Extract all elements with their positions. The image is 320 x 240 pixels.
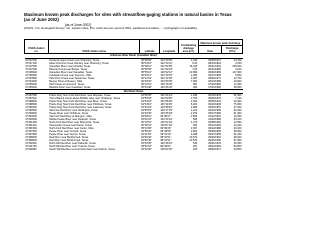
station-name-cell: Punta De Agua Creek near Channing, Texas <box>49 58 100 62</box>
station-number-cell: 07311600 <box>25 142 37 146</box>
peak-date-cell: 05/26/1951 <box>208 106 221 110</box>
peak-date-cell: 09/16/1936 <box>208 139 221 143</box>
longitude-cell: 101°12'48" <box>160 76 173 80</box>
longitude-cell: 100°22'12" <box>160 70 173 74</box>
station-number-cell: 07227600 <box>25 67 37 71</box>
peak-date-cell: 07/04/1960 <box>208 85 221 89</box>
station-name-cell: North Fork Red River near Shamrock, Texas <box>49 121 100 125</box>
station-name-cell: Sweetwater Creek near Kelton, Texas <box>49 124 92 128</box>
peak-date-cell: 06/28/1972 <box>208 58 221 62</box>
longitude-cell: 102°29'36" <box>160 58 173 62</box>
station-number-cell: 07308500 <box>25 139 37 143</box>
peak-discharge-cell: 4,610 <box>235 67 242 71</box>
latitude-cell: 35°44'48" <box>140 85 152 89</box>
latitude-cell: 34°40'24" <box>140 106 152 110</box>
latitude-cell: 34°34'10" <box>140 103 152 107</box>
latitude-cell: 34°06'40" <box>140 139 152 143</box>
header-longitude: Longitude <box>159 40 178 54</box>
peak-discharge-cell: 117,000 <box>232 70 242 74</box>
station-name-cell: Coldwater Creek near Guymon, Okla. <box>49 73 92 77</box>
latitude-cell: 34°02'24" <box>140 118 152 122</box>
longitude-cell: 101°20'23" <box>160 67 173 71</box>
station-number-cell: 07307500 <box>25 130 37 134</box>
latitude-cell: 33°59'20" <box>140 130 152 134</box>
longitude-cell: 100°25'18" <box>160 112 173 116</box>
longitude-cell: 102°09'56" <box>160 97 173 101</box>
latitude-cell: 35°28'24" <box>140 124 152 128</box>
peak-date-cell: 06/08/1960 <box>208 121 221 125</box>
longitude-cell: 99°43'56" <box>160 130 172 134</box>
station-name-cell: Prairie Dog Town Fork Red River near Brice, Texas <box>49 100 107 104</box>
header-max-peak: Maximum known peak discharge <box>198 40 242 46</box>
peak-discharge-cell: 22,000 <box>233 100 242 104</box>
station-name-cell: Palo Duro Creek near Spearman, Texas <box>49 76 95 80</box>
station-number-cell: 07301300 <box>25 121 37 125</box>
station-number-cell: 07299500 <box>25 109 37 113</box>
station-number-cell: 07299200 <box>25 106 37 110</box>
station-name-cell: Salt Fork Red River near Wellington, Texas <box>49 109 98 113</box>
peak-date-cell: 08/13/1964 <box>208 61 221 65</box>
station-name-cell: Canadian River near Canadian, Texas <box>49 70 93 74</box>
latitude-cell: 34°50'03" <box>140 97 152 101</box>
longitude-cell: 101°52'45" <box>160 64 173 68</box>
header-contributing-area: Contributing drainage area (mi²) <box>179 40 198 54</box>
drainage-area-cell: 225 <box>192 148 198 152</box>
peak-date-cell: 04/12/1997 <box>208 115 221 119</box>
station-name-cell: Pease River near Crowell, Texas <box>49 130 87 134</box>
peak-discharge-cell: 34,100 <box>233 127 242 131</box>
drainage-area-cell: 1,222 <box>190 109 198 113</box>
basin-name: Red River Basin <box>25 89 243 94</box>
peak-discharge-cell: 38,200 <box>233 136 242 140</box>
drainage-area-cell: 2,820 <box>190 130 198 134</box>
table-body <box>25 54 243 152</box>
longitude-cell: 100°18'01" <box>160 142 173 146</box>
drainage-area-cell: 22,866 <box>189 70 198 74</box>
peak-date-cell: 09/16/1936 <box>208 103 221 107</box>
station-number-cell: 07298500 <box>25 103 37 107</box>
station-number-cell: 07297500 <box>25 94 37 98</box>
header-date: Date <box>198 46 222 54</box>
peak-discharge-table <box>24 39 243 151</box>
longitude-cell: 99°16'20" <box>160 133 172 137</box>
station-name-cell: Washita River near Canadian, Texas <box>49 85 91 89</box>
longitude-cell: 100°14'41" <box>160 121 173 125</box>
longitude-cell: 101°24'13" <box>160 94 173 98</box>
station-number-cell: 07227500 <box>25 64 37 68</box>
longitude-cell: 100°07'26" <box>160 124 173 128</box>
station-number-cell: 07301410 <box>25 124 37 128</box>
station-name-cell: Pease River near Vernon, Texas <box>49 133 86 137</box>
peak-date-cell: 06/01/1978 <box>208 142 221 146</box>
peak-date-cell: 10/03/1986 <box>208 118 221 122</box>
drainage-area-cell: 1,345 <box>190 94 198 98</box>
peak-date-cell: 06/03/1962 <box>208 136 221 140</box>
drainage-area-cell: 20,570 <box>189 136 198 140</box>
peak-discharge-cell: 60,400 <box>233 109 242 113</box>
peak-date-cell: 06/05/1941 <box>208 100 221 104</box>
peak-discharge-cell: 75,000 <box>233 103 242 107</box>
header-station-name: USGS station name <box>48 40 140 54</box>
station-number-cell: 07311800 <box>25 148 37 152</box>
station-name-cell: Mineral Creek near Borger, Texas <box>49 67 88 71</box>
peak-date-cell: 06/17/1965 <box>208 73 221 77</box>
station-name-cell: Salt Fork Red River at Mangum, Okla. <box>49 115 93 119</box>
document-subtitle: (as of June 2002) <box>24 17 59 22</box>
drainage-area-cell: 1,563 <box>190 115 198 119</box>
latitude-cell: 34°50'05" <box>140 94 152 98</box>
longitude-cell: 100°26'03" <box>160 85 173 89</box>
peak-discharge-cell: 27,600 <box>233 106 242 110</box>
station-number-cell: 07236000 <box>25 85 37 89</box>
peak-date-cell: 08/30/1971 <box>208 148 221 152</box>
peak-discharge-cell: 7,140 <box>235 97 242 101</box>
drainage-area-cell: 1,170 <box>190 121 198 125</box>
longitude-cell: 100°02'26" <box>160 148 173 152</box>
peak-date-cell: 05/12/1993 <box>208 124 221 128</box>
peak-date-cell: 06/24/1965 <box>208 67 221 71</box>
latitude-cell: 36°49'20" <box>140 79 152 83</box>
longitude-cell: 99°46'01" <box>160 145 172 149</box>
latitude-cell: 34°06'40" <box>140 136 152 140</box>
latitude-cell: 33°42'30" <box>140 148 152 152</box>
drainage-area-cell: 2,080 <box>190 106 198 110</box>
peak-discharge-cell: 14,100 <box>233 124 242 128</box>
longitude-cell: 101°29'23" <box>160 73 173 77</box>
drainage-area-cell: 2,400 <box>190 100 198 104</box>
station-name-cell: South Wichita River at Low Flow Dam near Guthrie, Texas <box>49 148 115 152</box>
station-number-cell: 07299540 <box>25 112 37 116</box>
peak-discharge-cell: 33,100 <box>233 118 242 122</box>
peak-discharge-cell: 195,000 <box>232 64 242 68</box>
latitude-cell: 35°28'12" <box>140 64 152 68</box>
peak-date-cell: 05/16/1978 <box>208 94 221 98</box>
peak-date-cell: 05/22/1981 <box>208 145 221 149</box>
drainage-area-cell: 1,240 <box>190 58 198 62</box>
peak-discharge-cell: 51,500 <box>233 94 242 98</box>
drainage-area-cell: 6,200 <box>190 103 198 107</box>
peak-discharge-cell: 12,500 <box>233 121 242 125</box>
drainage-area-cell: 540 <box>192 142 198 146</box>
latitude-cell: 35°56'10" <box>140 70 152 74</box>
longitude-cell: 98°31'51" <box>160 139 172 143</box>
longitude-cell: 102°14'12" <box>160 61 173 65</box>
station-name-cell: Tierra Blanca Creek above Buffalo Lake near Umbarger, Texas <box>49 97 120 101</box>
document-date: [as of June 2002] <box>65 23 92 27</box>
longitude-cell: 101°05'46" <box>160 100 173 104</box>
peak-discharge-cell: 46,300 <box>233 142 242 146</box>
station-number-cell: 07301500 <box>25 127 37 131</box>
longitude-cell: 99°30'26" <box>160 127 172 131</box>
station-number-cell: 07227000 <box>25 58 37 62</box>
latitude-cell: 36°40'12" <box>140 73 152 77</box>
peak-discharge-cell: 61,300 <box>233 112 242 116</box>
header-discharge: Discharge (ft³/s) <box>222 46 243 54</box>
basin-name: Arkansas River Basin (Canadian River) <box>25 54 243 59</box>
peak-date-cell: 06/09/1965 <box>208 130 221 134</box>
longitude-cell: 100°16'30" <box>160 82 173 86</box>
peak-discharge-cell: 93,800 <box>233 145 242 149</box>
station-number-cell: 07227100 <box>25 61 37 65</box>
drainage-area-cell: 304 <box>192 124 198 128</box>
latitude-cell: 35°38'30" <box>140 67 152 71</box>
document-title: Maximum known peak discharges for sites with streamflow-gaging stations in natural basins in Texas <box>24 12 232 17</box>
latitude-cell: 34°34'23" <box>140 100 152 104</box>
station-number-cell: 07311700 <box>25 145 37 149</box>
station-name-cell: Beaver River at Beaver, Okla. <box>49 79 83 83</box>
station-name-cell: North Fork Red River near Carter, Okla. <box>49 127 95 131</box>
peak-discharge-cell: 12,700 <box>233 76 242 80</box>
station-number-cell: 07228000 <box>25 70 37 74</box>
latitude-cell: 33°52'05" <box>140 142 152 146</box>
latitude-cell: 34°11'00" <box>140 133 152 137</box>
peak-date-cell: 09/27/1955 <box>208 133 221 137</box>
drainage-area-cell: 697 <box>192 82 198 86</box>
drainage-area-cell: 2,337 <box>190 127 198 131</box>
drainage-area-cell: 404 <box>192 85 198 89</box>
station-name-cell: Prairie Dog Town Fork Red River near Childress, Texas <box>49 103 112 107</box>
station-number-cell: 07300000 <box>25 115 37 119</box>
drainage-area-cell: 845 <box>192 118 198 122</box>
station-name-cell: Middle Pease River near Paducah, Texas <box>49 118 96 122</box>
latitude-cell: 33°51'18" <box>140 145 152 149</box>
header-usgs-station: USGS station no. <box>25 40 49 54</box>
peak-date-cell: 06/06/1976 <box>208 97 221 101</box>
peak-discharge-cell: 5,900 <box>235 73 242 77</box>
station-number-cell: 07307800 <box>25 133 37 137</box>
latitude-cell: 34°19'45" <box>140 112 152 116</box>
station-name-cell: Red River near Burkburnett, Texas <box>49 136 89 140</box>
station-number-cell: 07297910 <box>25 97 37 101</box>
station-name-cell: Red River near Burkburnett, Texas <box>49 139 89 143</box>
station-name-cell: Prairie Dog Town Fork Red River near Lakeview, Texas <box>49 106 112 110</box>
latitude-cell: 35°34'10" <box>140 61 152 65</box>
document-note: [USGS, U.S. Geological Survey; mi², square miles; ft³/s, cubic feet per second; PRA, partial-record station; --, hydrograph not available] <box>24 26 197 30</box>
latitude-cell: 36°12'04" <box>140 76 152 80</box>
longitude-cell: 100°14'41" <box>160 118 173 122</box>
drainage-area-cell: 19,445 <box>189 64 198 68</box>
station-name-cell: Canadian River near Amarillo, Texas <box>49 64 91 68</box>
peak-date-cell: 06/09/1965 <box>208 70 221 74</box>
peak-discharge-cell: 3,150 <box>235 61 242 65</box>
longitude-cell: 100°17'25" <box>160 109 173 113</box>
peak-discharge-cell: 24,700 <box>233 58 242 62</box>
peak-date-cell: 06/12/1995 <box>208 109 221 113</box>
peak-discharge-cell: 91,200 <box>233 133 242 137</box>
latitude-cell: 34°55'52" <box>140 109 152 113</box>
peak-date-cell: 06/13/1995 <box>208 79 221 83</box>
drainage-area-cell: 7.84 <box>192 67 198 71</box>
longitude-cell: 100°48'10" <box>160 106 173 110</box>
drainage-area-cell: 1,280 <box>190 73 198 77</box>
latitude-cell: 35°48'06" <box>140 58 152 62</box>
peak-date-cell: 06/02/1971 <box>208 76 221 80</box>
peak-date-cell: 07/16/1960 <box>208 82 221 86</box>
drainage-area-cell: 2,754 <box>190 112 198 116</box>
station-number-cell: 07308000 <box>25 136 37 140</box>
table-row <box>25 148 243 151</box>
station-number-cell: 07228400 <box>25 73 37 77</box>
longitude-cell: 100°30'45" <box>160 79 173 83</box>
latitude-cell: 35°10'05" <box>140 127 152 131</box>
station-number-cell: 07300500 <box>25 118 37 122</box>
station-number-cell: 07298000 <box>25 100 37 104</box>
peak-date-cell: 06/23/1986 <box>208 127 221 131</box>
latitude-cell: 35°15'51" <box>140 121 152 125</box>
peak-discharge-cell: 19,000 <box>233 115 242 119</box>
peak-date-cell: 05/27/1950 <box>208 112 221 116</box>
station-name-cell: North Wichita River near Paducah, Texas <box>49 142 96 146</box>
drainage-area-cell: 20,570 <box>189 139 198 143</box>
drainage-area-cell: 937 <box>192 145 198 149</box>
longitude-cell: 99°30'27" <box>160 115 172 119</box>
station-name-cell: Prairie Dog Town Fork Red River near Wayside, Texas <box>49 94 111 98</box>
drainage-area-cell: 6.00 <box>192 61 198 65</box>
header-latitude: Latitude <box>140 40 159 54</box>
drainage-area-cell: 2,487 <box>190 76 198 80</box>
station-number-cell: 07234000 <box>25 79 37 83</box>
station-name-cell: Pease River near Childress, Texas <box>49 112 89 116</box>
peak-discharge-cell: 48,300 <box>233 130 242 134</box>
latitude-cell: 34°50'10" <box>140 115 152 119</box>
latitude-cell: 36°14'01" <box>140 82 152 86</box>
station-name-cell: Wolf Creek at Lipscomb, Texas <box>49 82 85 86</box>
drainage-area-cell: 3,488 <box>190 133 198 137</box>
station-name-cell: Atlas Cherimio Creek tributary near Channing, Texas <box>49 61 109 65</box>
station-name-cell: North Wichita River near Truscott, Texas <box>49 145 95 149</box>
drainage-area-cell: 1,700 <box>190 97 198 101</box>
peak-discharge-cell: 20,900 <box>233 79 242 83</box>
longitude-cell: 98°31'51" <box>160 136 172 140</box>
station-number-cell: 07235000 <box>25 82 37 86</box>
longitude-cell: 100°11'39" <box>160 103 173 107</box>
peak-discharge-cell: 38,000 <box>233 85 242 89</box>
drainage-area-cell: 7,600 <box>190 79 198 83</box>
peak-date-cell: 05/21/1931 <box>208 64 221 68</box>
peak-discharge-cell: 57,000 <box>233 139 242 143</box>
peak-discharge-cell: 40,800 <box>233 148 242 152</box>
station-number-cell: 07233500 <box>25 76 37 80</box>
peak-discharge-cell: 14,400 <box>233 82 242 86</box>
